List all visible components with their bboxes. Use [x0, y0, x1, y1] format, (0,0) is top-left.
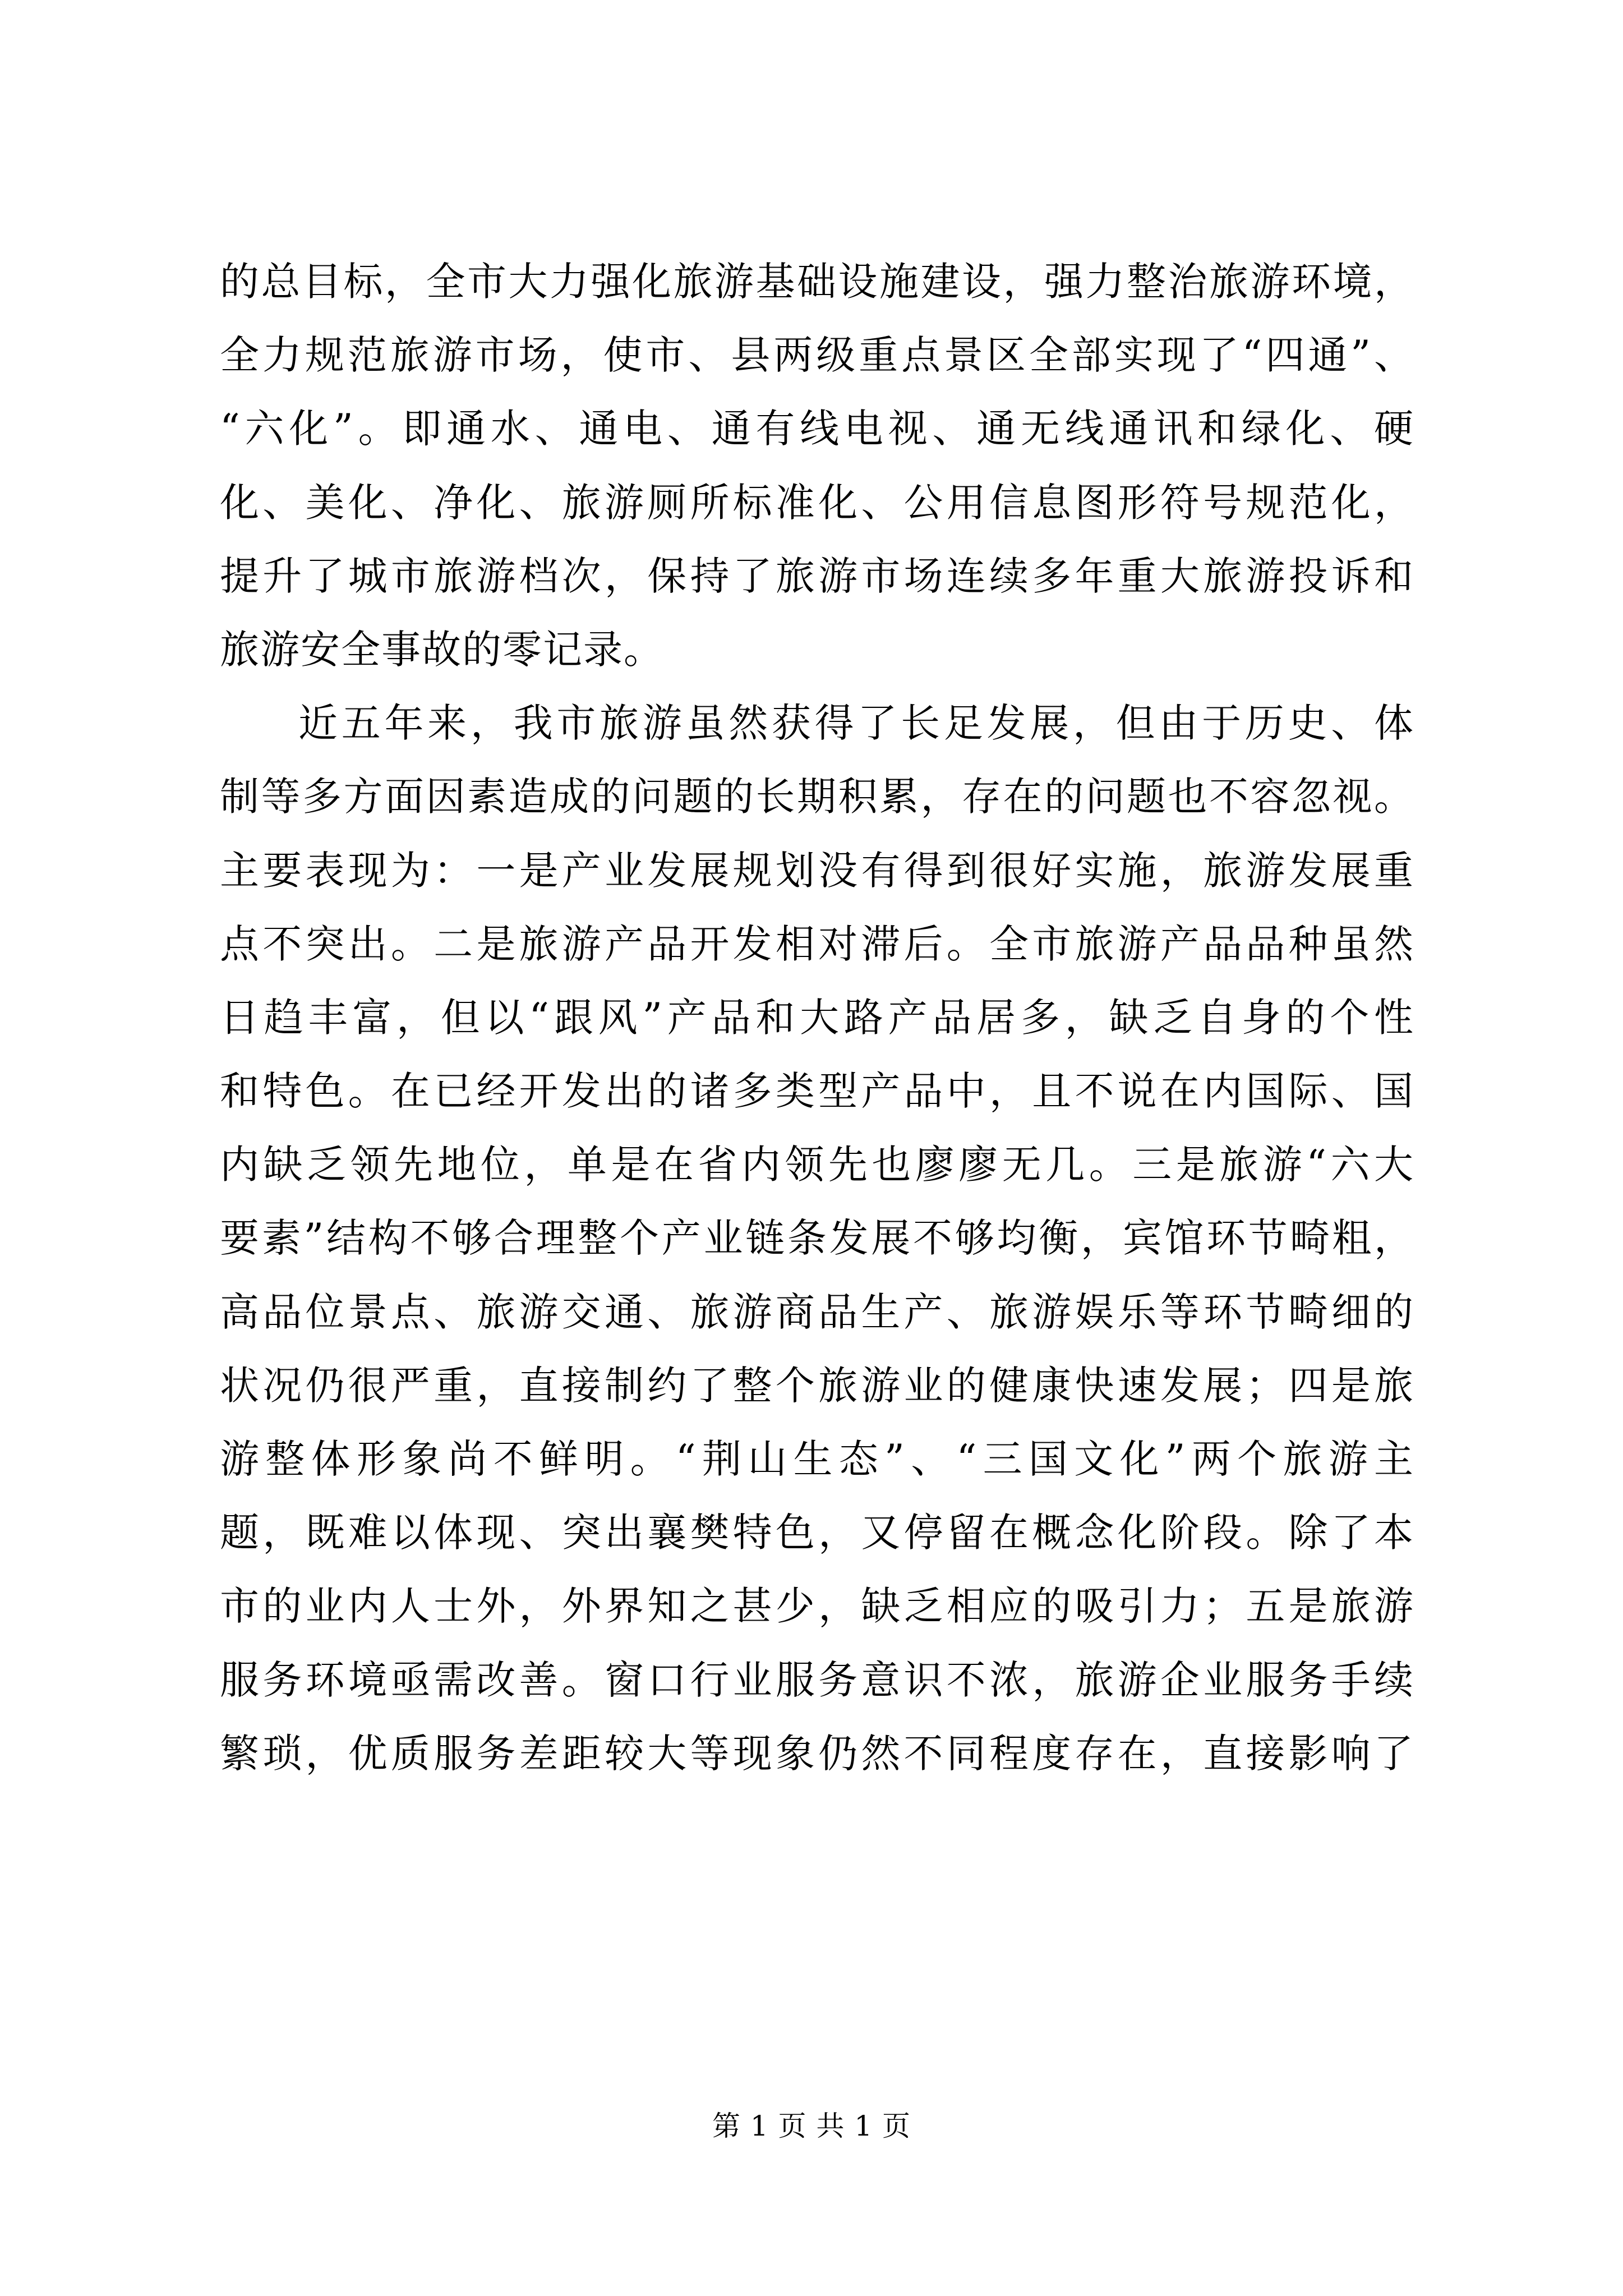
- text-line: 服务环境亟需改善。窗口行业服务意识不浓，旅游企业服务手续: [220, 1657, 1414, 1703]
- text-line: 提升了城市旅游档次，保持了旅游市场连续多年重大旅游投诉和: [220, 553, 1414, 599]
- text-line: 高品位景点、旅游交通、旅游商品生产、旅游娱乐等环节畸细的: [220, 1289, 1414, 1335]
- text-line: 内缺乏领先地位，单是在省内领先也廖廖无几。三是旅游“六大: [220, 1142, 1414, 1188]
- text-line: 全力规范旅游市场，使市、县两级重点景区全部实现了“四通”、: [220, 332, 1414, 379]
- text-line: 点不突出。二是旅游产品开发相对滞后。全市旅游产品品种虽然: [220, 921, 1414, 967]
- text-line: 近五年来，我市旅游虽然获得了长足发展，但由于历史、体: [298, 700, 1414, 747]
- text-line: 要素”结构不够合理整个产业链条发展不够均衡，宾馆环节畸粗，: [220, 1215, 1414, 1262]
- paragraph-1: [220, 245, 1414, 687]
- text-line: 游整体形象尚不鲜明。“荆山生态”、“三国文化”两个旅游主: [220, 1436, 1414, 1482]
- paragraph-2: [220, 687, 1414, 1791]
- text-line: 主要表现为：一是产业发展规划没有得到很好实施，旅游发展重: [220, 847, 1414, 894]
- text-line: 状况仍很严重，直接制约了整个旅游业的健康快速发展；四是旅: [220, 1362, 1414, 1409]
- page-number-label: 第 1 页 共 1 页: [712, 2110, 911, 2142]
- text-line: 的总目标，全市大力强化旅游基础设施建设，强力整治旅游环境，: [220, 259, 1414, 305]
- body-text: [220, 245, 1414, 1791]
- text-line: 旅游安全事故的零记录。: [220, 626, 664, 673]
- text-line: 和特色。在已经开发出的诸多类型产品中，且不说在内国际、国: [220, 1068, 1414, 1115]
- text-line: 化、美化、净化、旅游厕所标准化、公用信息图形符号规范化，: [220, 479, 1414, 526]
- text-line: 日趋丰富，但以“跟风”产品和大路产品居多，缺乏自身的个性: [220, 994, 1414, 1041]
- page-footer: [0, 2109, 1623, 2143]
- text-line: 题，既难以体现、突出襄樊特色，又停留在概念化阶段。除了本: [220, 1510, 1414, 1556]
- text-line: 繁琐，优质服务差距较大等现象仍然不同程度存在，直接影响了: [220, 1730, 1414, 1777]
- text-line: “六化”。即通水、通电、通有线电视、通无线通讯和绿化、硬: [220, 406, 1414, 452]
- text-line: 制等多方面因素造成的问题的长期积累，存在的问题也不容忽视。: [220, 774, 1414, 820]
- text-line: 市的业内人士外，外界知之甚少，缺乏相应的吸引力；五是旅游: [220, 1583, 1414, 1630]
